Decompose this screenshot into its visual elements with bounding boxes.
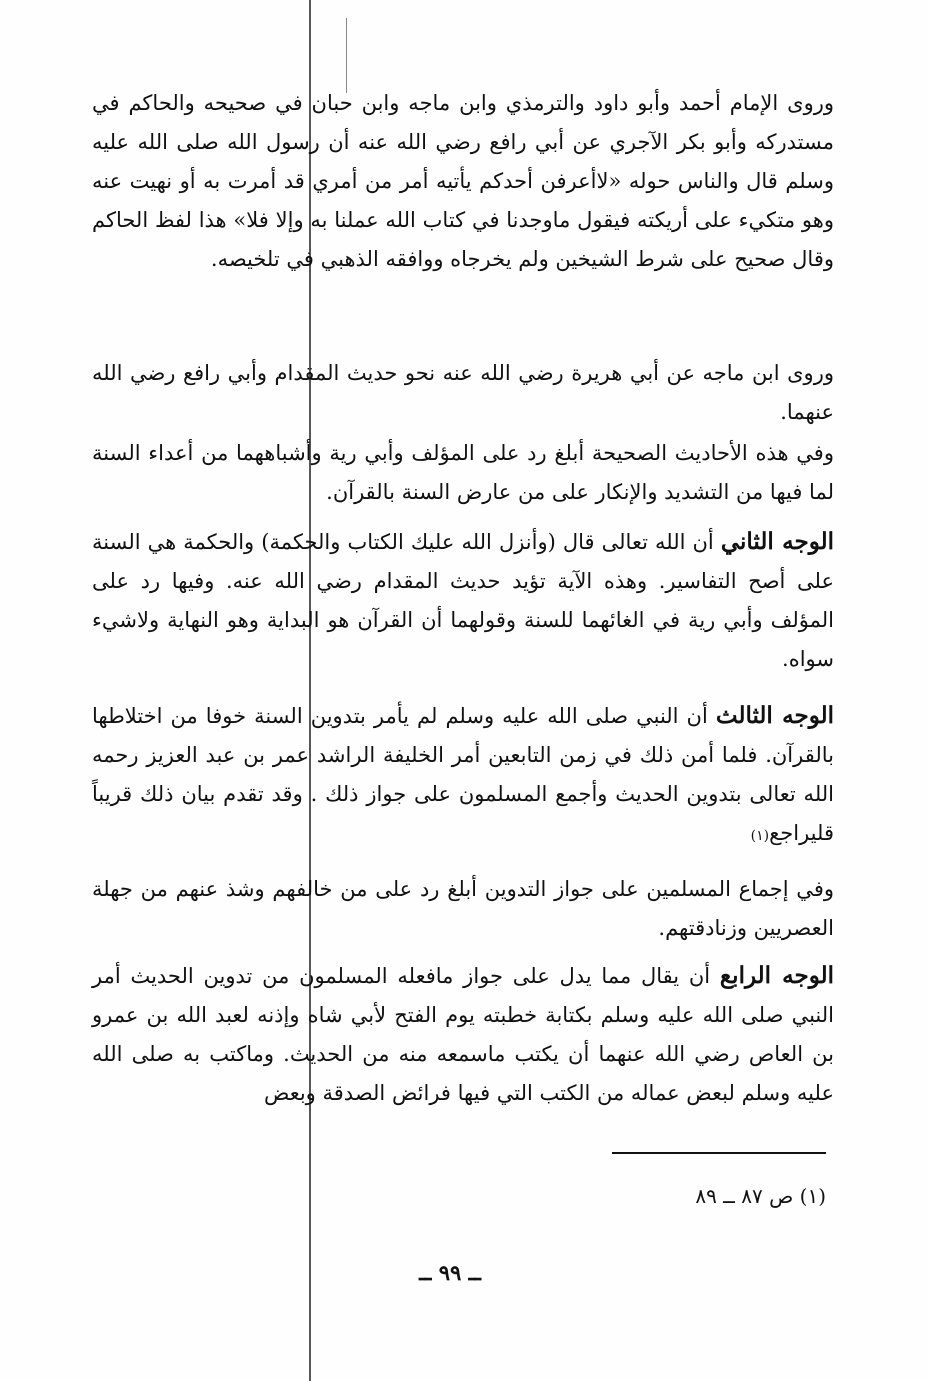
footnote-reference: (١) bbox=[750, 828, 770, 844]
paragraph-third-aspect bbox=[92, 696, 834, 865]
scan-gutter-mark bbox=[346, 18, 347, 93]
paragraph-ibn-majah bbox=[92, 354, 834, 441]
page-number: ــ ٩٩ ــ bbox=[419, 1260, 481, 1285]
paragraph-text: أن الله تعالى قال (وأنزل الله عليك الكتاب والحكمة) والحكمة هي السنة على أصح التفاسير. وهذه الآية تؤيد حديث المقدام رضي الله عنه. وفيها رد على المؤلف وأبي رية في الغائهما للسنة وقولهما أن القرآن هو البداية وهو النهاية ولاشيء سواه. bbox=[92, 530, 834, 671]
paragraph-text: أن النبي صلى الله عليه وسلم لم يأمر بتدوين السنة خوفا من اختلاطها بالقرآن. فلما أمن ذلك في زمن التابعين أمر الخليفة الراشد عمر بن عبد العزيز رحمه الله تعالى بتدوين الحديث وأجمع المسلمون على جواز ذلك . وقد تقدم بيان ذلك قريباً قليراجع bbox=[92, 704, 834, 845]
paragraph-hadith-abu-rafi bbox=[92, 84, 834, 288]
section-heading: الوجه الثالث bbox=[715, 702, 834, 729]
footnote-divider bbox=[612, 1152, 826, 1154]
paragraph-fourth-aspect bbox=[92, 956, 834, 1122]
section-heading: الوجه الثاني bbox=[720, 528, 834, 555]
paragraph-text: وروى الإمام أحمد وأبو داود والترمذي وابن ماجه وابن حبان في صحيحه والحاكم في مستدركه وأبو بكر الآجري عن أبي رافع رضي الله عنه أن رسول الله صلى الله عليه وسلم قال والناس حوله «لاأعرفن أحدكم يأتيه أمر من أمري قد أمرت به أو نهيت عنه وهو متكيء على أريكته فيقول ماوجدنا في كتاب الله عملنا به وإلا فلا» هذا لفظ الحاكم وقال صحيح على شرط الشيخين ولم يخرجاه ووافقه الذهبي في تلخيصه. bbox=[92, 91, 834, 271]
paragraph-text: وفي إجماع المسلمين على جواز التدوين أبلغ رد على من خالفهم وشذ عنهم من جهلة العصريين وزنادقتهم. bbox=[92, 877, 834, 940]
paragraph-text: أن يقال مما يدل على جواز مافعله المسلمون من تدوين الحديث أمر النبي صلى الله عليه وسلم بكتابة خطبته يوم الفتح لأبي شاه وإذنه لعبد الله بن عمرو بن العاص رضي الله عنهما أن يكتب ماسمعه منه من الحديث. وماكتب به صلى الله عليه وسلم لبعض عماله من الكتب التي فيها فرائض الصدقة وبعض bbox=[92, 964, 834, 1105]
footnote: (١) ص ٨٧ ــ ٨٩ bbox=[695, 1184, 826, 1208]
paragraph-text: وفي هذه الأحاديث الصحيحة أبلغ رد على المؤلف وأبي رية وأشباههما من أعداء السنة لما فيها من التشديد والإنكار على من عارض السنة بالقرآن. bbox=[92, 441, 834, 504]
paragraph-second-aspect bbox=[92, 522, 834, 688]
paragraph-text: وروى ابن ماجه عن أبي هريرة رضي الله عنه نحو حديث المقدام وأبي رافع رضي الله عنهما. bbox=[92, 361, 834, 424]
section-heading: الوجه الرابع bbox=[719, 962, 834, 989]
paragraph-consensus bbox=[92, 870, 834, 957]
paragraph-refutation bbox=[92, 434, 834, 521]
